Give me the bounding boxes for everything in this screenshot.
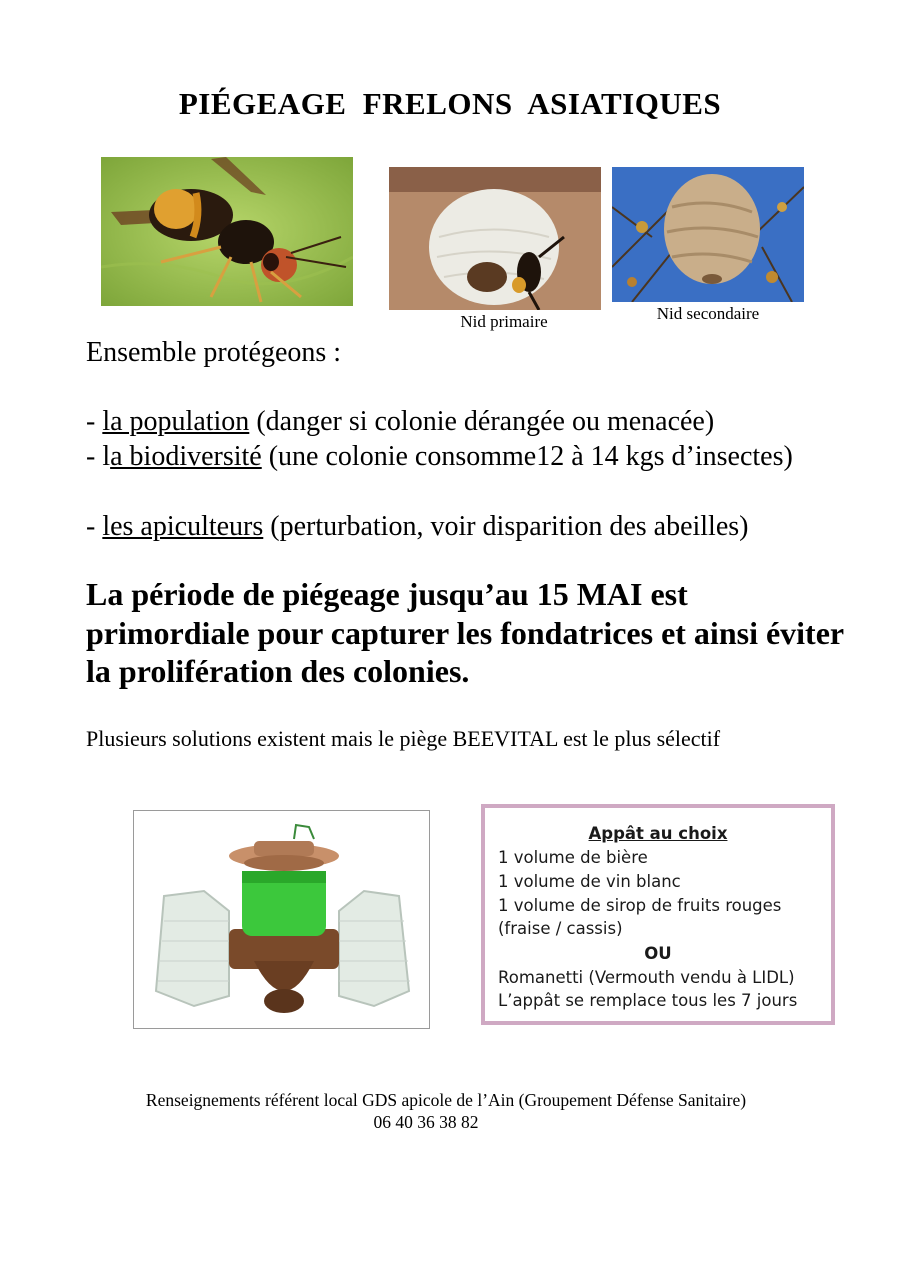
list-item-keyword: les apiculteurs — [102, 511, 264, 542]
bait-line: Romanetti (Vermouth vendu à LIDL) — [498, 968, 795, 987]
footer-phone: 06 40 36 38 82 — [373, 1112, 479, 1132]
bait-line: 1 volume de bière — [498, 848, 648, 867]
page-title: PIÉGEAGE FRELONS ASIATIQUES — [178, 86, 722, 121]
secondary-nest-caption: Nid secondaire — [656, 304, 760, 323]
list-item: - les apiculteurs (perturbation, voir disparition des abeilles) — [86, 511, 749, 542]
list-item-keyword: la population — [102, 406, 250, 437]
highlight-paragraph: La période de piégeage jusqu’au 15 MAI est primordiale pour capturer les fondatrices et ainsi éviter la prolifération des colonies. — [86, 576, 844, 689]
list-item: - la population (danger si colonie dérangée ou menacée) — [86, 406, 715, 437]
bait-line: 1 volume de vin blanc — [498, 872, 681, 891]
hornet-photo — [101, 157, 353, 306]
secondary-nest-photo — [612, 167, 804, 302]
bait-line: L’appât se remplace tous les 7 jours — [498, 991, 798, 1010]
bait-title: Appât au choix — [588, 824, 728, 843]
primary-nest-caption: Nid primaire — [460, 312, 548, 331]
beevital-trap-photo — [133, 810, 430, 1029]
bait-info-box — [481, 804, 835, 1025]
list-item: - la biodiversité (une colonie consomme12 à 14 kgs d’insectes) — [86, 441, 793, 472]
bait-line: (fraise / cassis) — [498, 919, 623, 938]
bait-or: OU — [644, 944, 672, 963]
solutions-text: Plusieurs solutions existent mais le piège BEEVITAL est le plus sélectif — [86, 726, 721, 751]
intro-text: Ensemble protégeons : — [86, 337, 342, 368]
footer-contact: Renseignements référent local GDS apicole de l’Ain (Groupement Défense Sanitaire) — [145, 1090, 747, 1110]
list-item-keyword: a biodiversité — [110, 441, 262, 472]
primary-nest-photo — [389, 167, 601, 310]
bait-line: 1 volume de sirop de fruits rouges — [498, 896, 782, 915]
